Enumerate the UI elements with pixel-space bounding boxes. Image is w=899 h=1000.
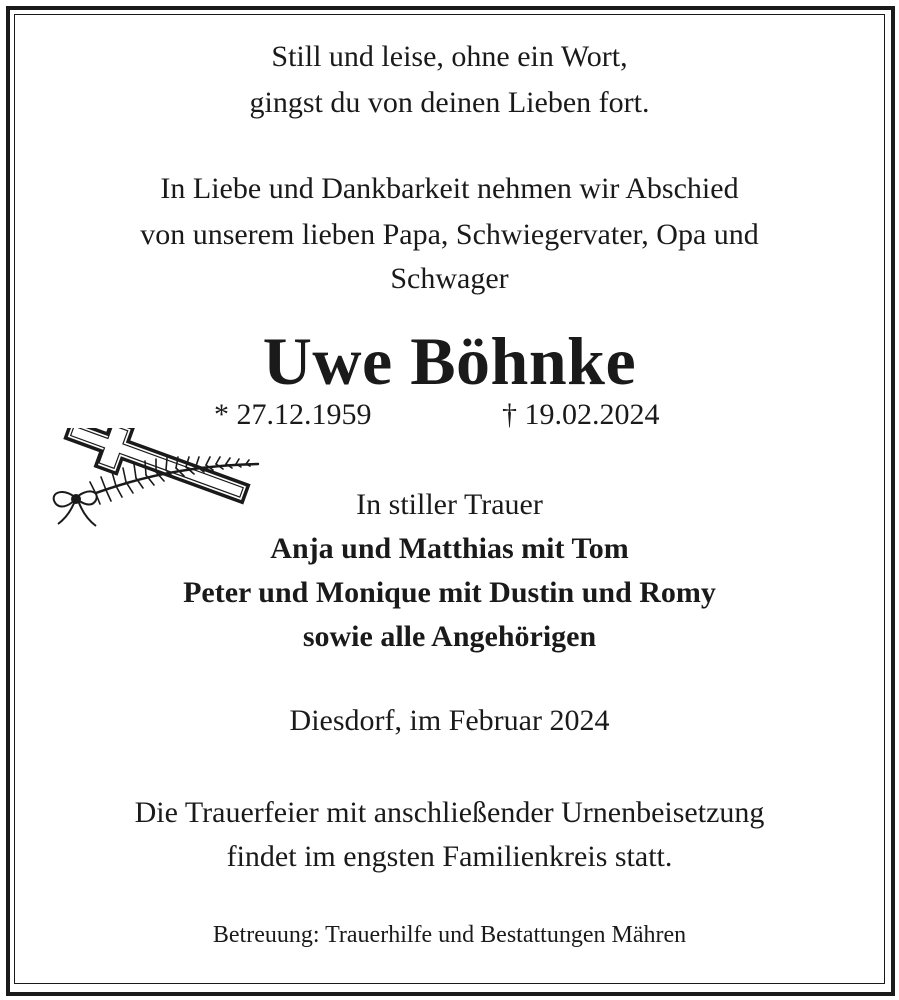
mourners-line-2: Peter und Monique mit Dustin und Romy bbox=[183, 576, 716, 609]
place-and-date: Diesdorf, im Februar 2024 bbox=[289, 704, 610, 737]
mourners-line-1: Anja und Matthias mit Tom bbox=[270, 532, 629, 565]
deceased-name: Uwe Böhnke bbox=[262, 323, 637, 399]
intro-line-2: von unserem lieben Papa, Schwiegervater, Opa und bbox=[140, 218, 759, 251]
verse-line-2: gingst du von deinen Lieben fort. bbox=[249, 86, 650, 119]
service-line-1: Die Trauerfeier mit anschließender Urnenbeisetzung bbox=[134, 796, 765, 829]
death-date: † 19.02.2024 bbox=[502, 398, 660, 431]
service-line-2: findet im engsten Familienkreis statt. bbox=[226, 840, 673, 873]
verse-line-1: Still und leise, ohne ein Wort, bbox=[271, 40, 628, 73]
undertaker-credit: Betreuung: Trauerhilfe und Bestattungen Mähren bbox=[212, 922, 687, 948]
intro-line-1: In Liebe und Dankbarkeit nehmen wir Abschied bbox=[160, 172, 739, 205]
birth-date: * 27.12.1959 bbox=[214, 398, 372, 431]
intro-line-3: Schwager bbox=[390, 262, 509, 295]
mourners-heading: In stiller Trauer bbox=[356, 488, 543, 521]
mourners-line-3: sowie alle Angehörigen bbox=[302, 620, 597, 653]
